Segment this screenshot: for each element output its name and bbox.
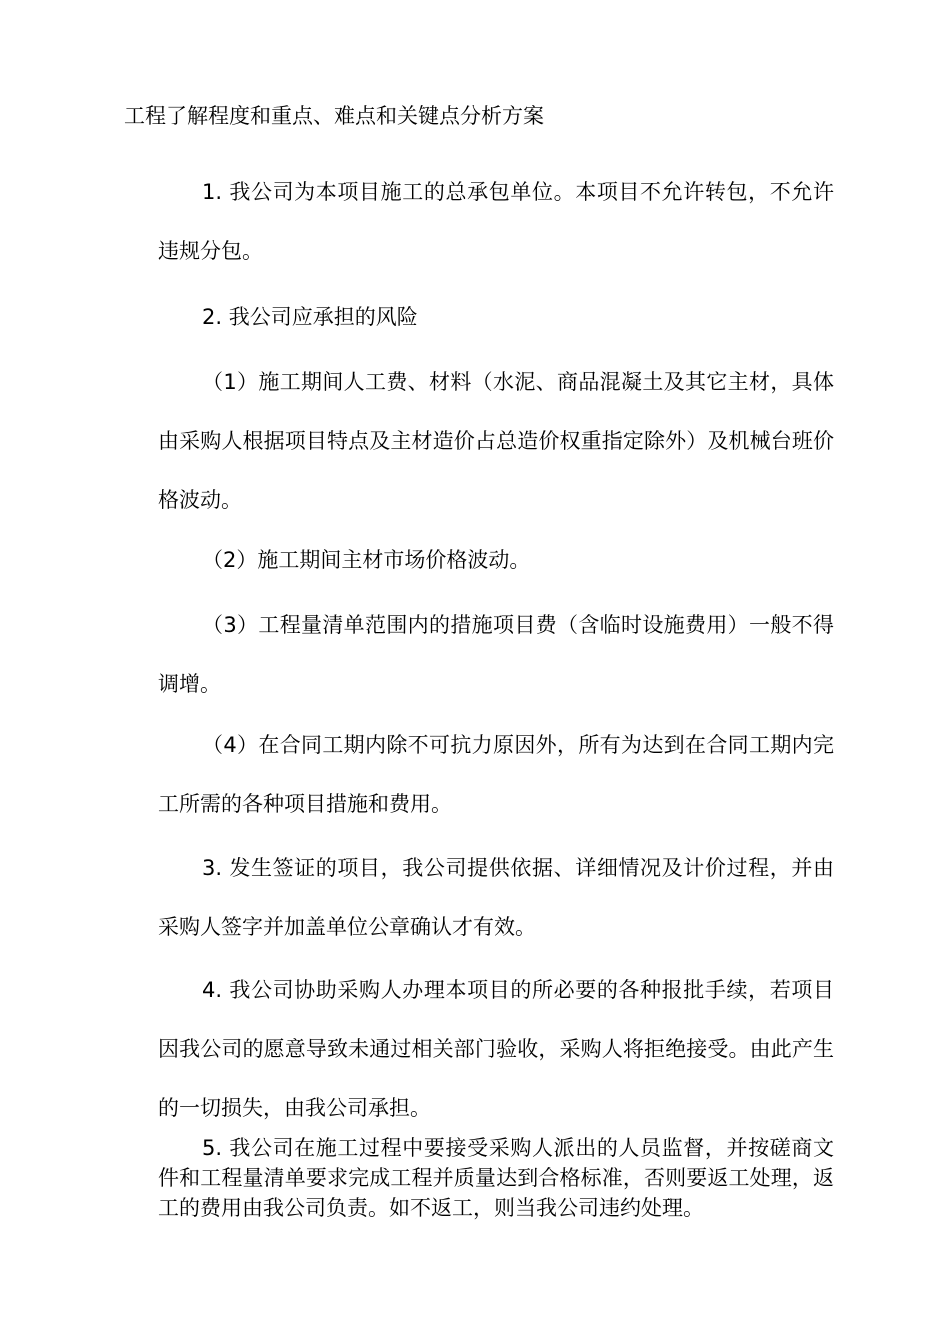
paragraph-2-item-3: （3）工程量清单范围内的措施项目费（含临时设施费用）一般不得调增。 [158,613,834,696]
paragraph-2: 2. 我公司应承担的风险 [202,305,418,329]
paragraph-4: 4. 我公司协助采购人办理本项目的所必要的各种报批手续，若项目因我公司的愿意导致未通过相关部门验收，采购人将拒绝接受。由此产生的一切损失，由我公司承担。 [158,978,834,1120]
paragraph-5: 5. 我公司在施工过程中要接受采购人派出的人员监督，并按磋商文件和工程量清单要求完成工程并质量达到合格标准，否则要返工处理，返工的费用由我公司负责。如不返工，则当我公司违约处理。 [158,1136,834,1220]
paragraph-2-item-2: （2）施工期间主材市场价格波动。 [202,548,531,572]
paragraph-2-item-1: （1）施工期间人工费、材料（水泥、商品混凝土及其它主材，具体由采购人根据项目特点及主材造价占总造价权重指定除外）及机械台班价格波动。 [158,370,834,512]
paragraph-3: 3. 发生签证的项目，我公司提供依据、详细情况及计价过程，并由采购人签字并加盖单位公章确认才有效。 [158,856,834,939]
paragraph-1: 1. 我公司为本项目施工的总承包单位。本项目不允许转包，不允许违规分包。 [158,180,834,263]
paragraph-2-item-4: （4）在合同工期内除不可抗力原因外，所有为达到在合同工期内完工所需的各种项目措施和费用。 [158,733,834,816]
document-title: 工程了解程度和重点、难点和关键点分析方案 [124,104,544,128]
